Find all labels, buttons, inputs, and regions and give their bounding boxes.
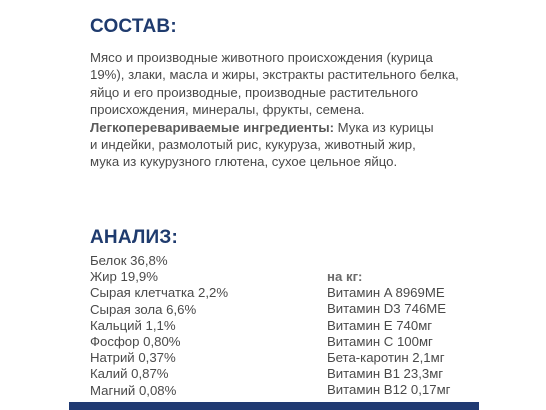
digestible-text: Мука из курицы: [333, 119, 434, 135]
composition-text: [90, 49, 480, 171]
nutrient-row: Сырая зола 6,6%: [90, 301, 197, 317]
composition-line: Мясо и производные животного происхождения (курица: [90, 50, 433, 65]
nutrient-row: Натрий 0,37%: [90, 350, 176, 366]
digestible-line: [90, 119, 480, 136]
composition-line: яйцо и его производные, производные растительного: [90, 84, 419, 100]
vitamin-row: Витамин B12 0,17мг: [327, 382, 451, 398]
vitamin-row: Витамин B1 23,3мг: [327, 366, 444, 382]
vitamin-row: Витамин E 740мг: [327, 317, 433, 333]
digestible-line: мука из кукурузного глютена, сухое цельное яйцо.: [90, 154, 398, 170]
nutrient-row: Фосфор 0,80%: [90, 334, 181, 350]
composition-heading: СОСТАВ:: [90, 16, 177, 37]
nutrient-row: Магний 0,08%: [90, 382, 177, 398]
per-kg-label: на кг:: [327, 269, 363, 284]
vitamin-row: Витамин D3 746МЕ: [327, 301, 447, 317]
nutrient-row: Белок 36,8%: [90, 253, 168, 268]
nutrient-row: Кальций 1,1%: [90, 317, 176, 333]
analysis-heading: АНАЛИЗ:: [90, 227, 179, 248]
vitamin-row: Бета-каротин 2,1мг: [327, 350, 445, 366]
nutrient-list: [90, 253, 228, 399]
vitamin-row: Витамин C 100мг: [327, 333, 433, 349]
vitamin-row: Витамин A 8969МЕ: [327, 285, 445, 301]
nutrient-row: Жир 19,9%: [90, 269, 158, 285]
bottom-bar: [69, 402, 479, 410]
nutrient-row: Калий 0,87%: [90, 366, 169, 382]
composition-line: 19%), злаки, масла и жиры, экстракты растительного белка,: [90, 67, 459, 83]
digestible-label: Легкоперевариваемые ингредиенты:: [90, 119, 334, 135]
composition-line: происхождения, минералы, фрукты, семена.: [90, 102, 365, 118]
vitamin-list: [327, 269, 450, 399]
nutrient-row: Сырая клетчатка 2,2%: [90, 285, 229, 301]
digestible-line: и индейки, размолотый рис, кукуруза, животный жир,: [90, 137, 416, 153]
